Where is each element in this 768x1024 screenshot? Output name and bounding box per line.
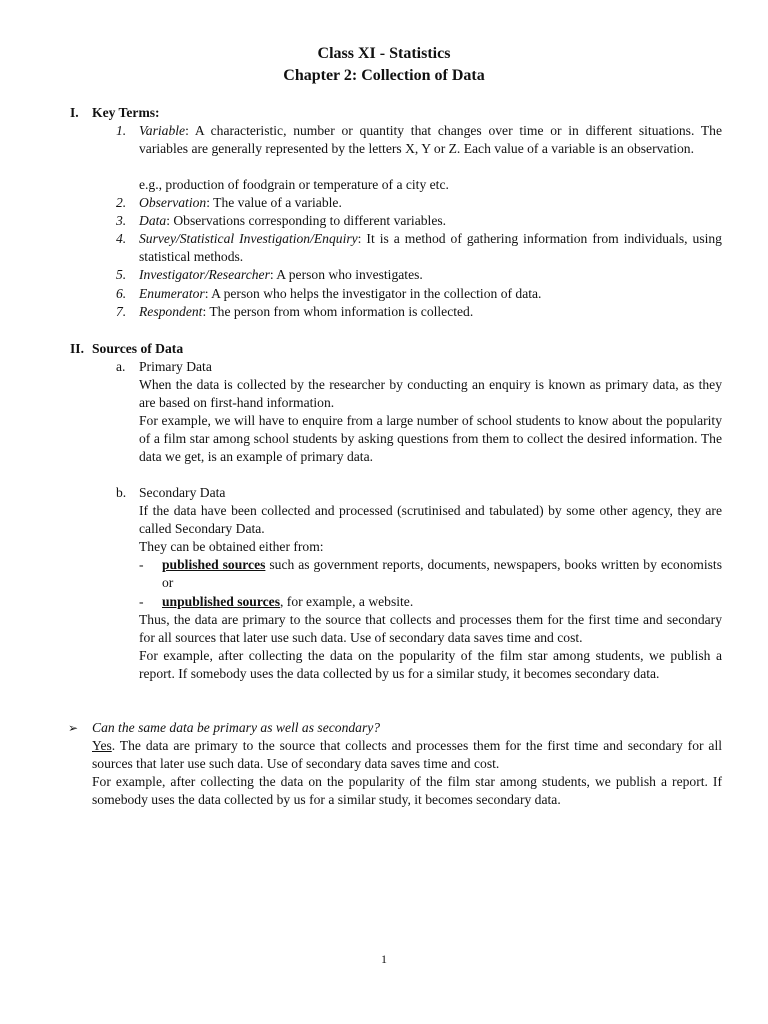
section-heading-key-terms: Key Terms: bbox=[92, 105, 160, 120]
bullet-text: , for example, a website. bbox=[280, 594, 414, 609]
term-name: Enumerator bbox=[139, 286, 205, 301]
term-name: Respondent bbox=[139, 304, 203, 319]
document-title: Class XI - Statistics bbox=[317, 45, 451, 62]
term-definition-data bbox=[139, 212, 722, 230]
page-number: 1 bbox=[381, 952, 387, 966]
term-definition-investigator bbox=[139, 266, 722, 284]
bullet-unpublished-sources bbox=[162, 593, 722, 611]
term-number: 6. bbox=[116, 286, 127, 301]
term-number: 2. bbox=[116, 195, 127, 210]
term-name: Variable bbox=[139, 123, 186, 138]
term-definition-enumerator bbox=[139, 285, 722, 303]
section-heading-sources: Sources of Data bbox=[92, 341, 184, 356]
term-definition-respondent bbox=[139, 303, 722, 321]
faq-question: Can the same data be primary as well as secondary? bbox=[92, 720, 381, 735]
bullet-key: unpublished sources bbox=[162, 594, 280, 609]
term-name: Survey/Statistical Investigation/Enquiry bbox=[139, 231, 358, 246]
term-number: 5. bbox=[116, 267, 127, 282]
primary-data-paragraph: When the data is collected by the researcher by conducting an enquiry is known as primary data, as they are based on first-hand information. bbox=[139, 377, 722, 410]
subsection-title-primary: Primary Data bbox=[139, 359, 212, 374]
term-name: Investigator/Researcher bbox=[139, 267, 270, 282]
term-text: : Observations corresponding to different variables. bbox=[166, 213, 447, 228]
section-numeral-1: I. bbox=[70, 105, 79, 120]
term-number: 3. bbox=[116, 213, 127, 228]
term-text: : The value of a variable. bbox=[206, 195, 342, 210]
bullet-key: published sources bbox=[162, 557, 266, 572]
subsection-label: a. bbox=[116, 359, 126, 374]
term-definition-observation bbox=[139, 194, 722, 212]
primary-data-example: For example, we will have to enquire from a large number of school students to know about the popularity of a film star among school students by asking questions from them to collect the desired information. The data we get, is an example of primary data. bbox=[139, 413, 722, 464]
arrow-bullet-icon: ➢ bbox=[68, 721, 79, 735]
chapter-title: Chapter 2: Collection of Data bbox=[283, 67, 485, 84]
section-numeral-2: II. bbox=[70, 341, 84, 356]
faq-example: For example, after collecting the data on the popularity of the film star among students, we publish a report. If somebody uses the data collected by us for a similar study, it becomes secondary data. bbox=[92, 774, 722, 807]
subsection-label: b. bbox=[116, 485, 127, 500]
term-text: : It is a method of gathering information from individuals, using statistical methods. bbox=[139, 231, 722, 264]
term-definition-survey bbox=[139, 230, 722, 266]
bullet-published-sources bbox=[162, 556, 722, 592]
secondary-data-example: For example, after collecting the data on the popularity of the film star among students, we publish a report. If somebody uses the data collected by us for a similar study, it becomes secondary data. bbox=[139, 648, 722, 681]
faq-answer-text: . The data are primary to the source that collects and processes them for the first time and secondary for all sources that later use such data. Use of secondary data saves time and cost. bbox=[92, 738, 722, 771]
bullet-dash: - bbox=[139, 594, 144, 609]
term-text: : A person who helps the investigator in the collection of data. bbox=[204, 286, 542, 301]
subsection-title-secondary: Secondary Data bbox=[139, 485, 226, 500]
secondary-data-sources-intro: They can be obtained either from: bbox=[139, 539, 324, 554]
term-definition-variable bbox=[139, 122, 722, 158]
term-number: 4. bbox=[116, 231, 127, 246]
faq-answer-key: Yes bbox=[92, 738, 112, 753]
faq-answer bbox=[92, 737, 722, 773]
term-number: 1. bbox=[116, 123, 127, 138]
secondary-data-summary: Thus, the data are primary to the source that collects and processes them for the first time and secondary for all sources that later use such data. Use of secondary data saves time and cost. bbox=[139, 612, 722, 645]
term-text: : A person who investigates. bbox=[269, 267, 423, 282]
bullet-dash: - bbox=[139, 557, 144, 572]
bullet-text: such as government reports, documents, newspapers, books written by economists or bbox=[162, 557, 722, 590]
term-text: : A characteristic, number or quantity that changes over time or in different situations. The variables are generally represented by the letters X, Y or Z. Each value of a variable is an observation. bbox=[139, 123, 722, 156]
term-name: Observation bbox=[139, 195, 207, 210]
term-name: Data bbox=[139, 213, 167, 228]
secondary-data-paragraph: If the data have been collected and processed (scrutinised and tabulated) by some other agency, they are called Secondary Data. bbox=[139, 503, 722, 536]
term-number: 7. bbox=[116, 304, 127, 319]
term-example: e.g., production of foodgrain or temperature of a city etc. bbox=[139, 177, 449, 192]
term-text: : The person from whom information is collected. bbox=[202, 304, 474, 319]
